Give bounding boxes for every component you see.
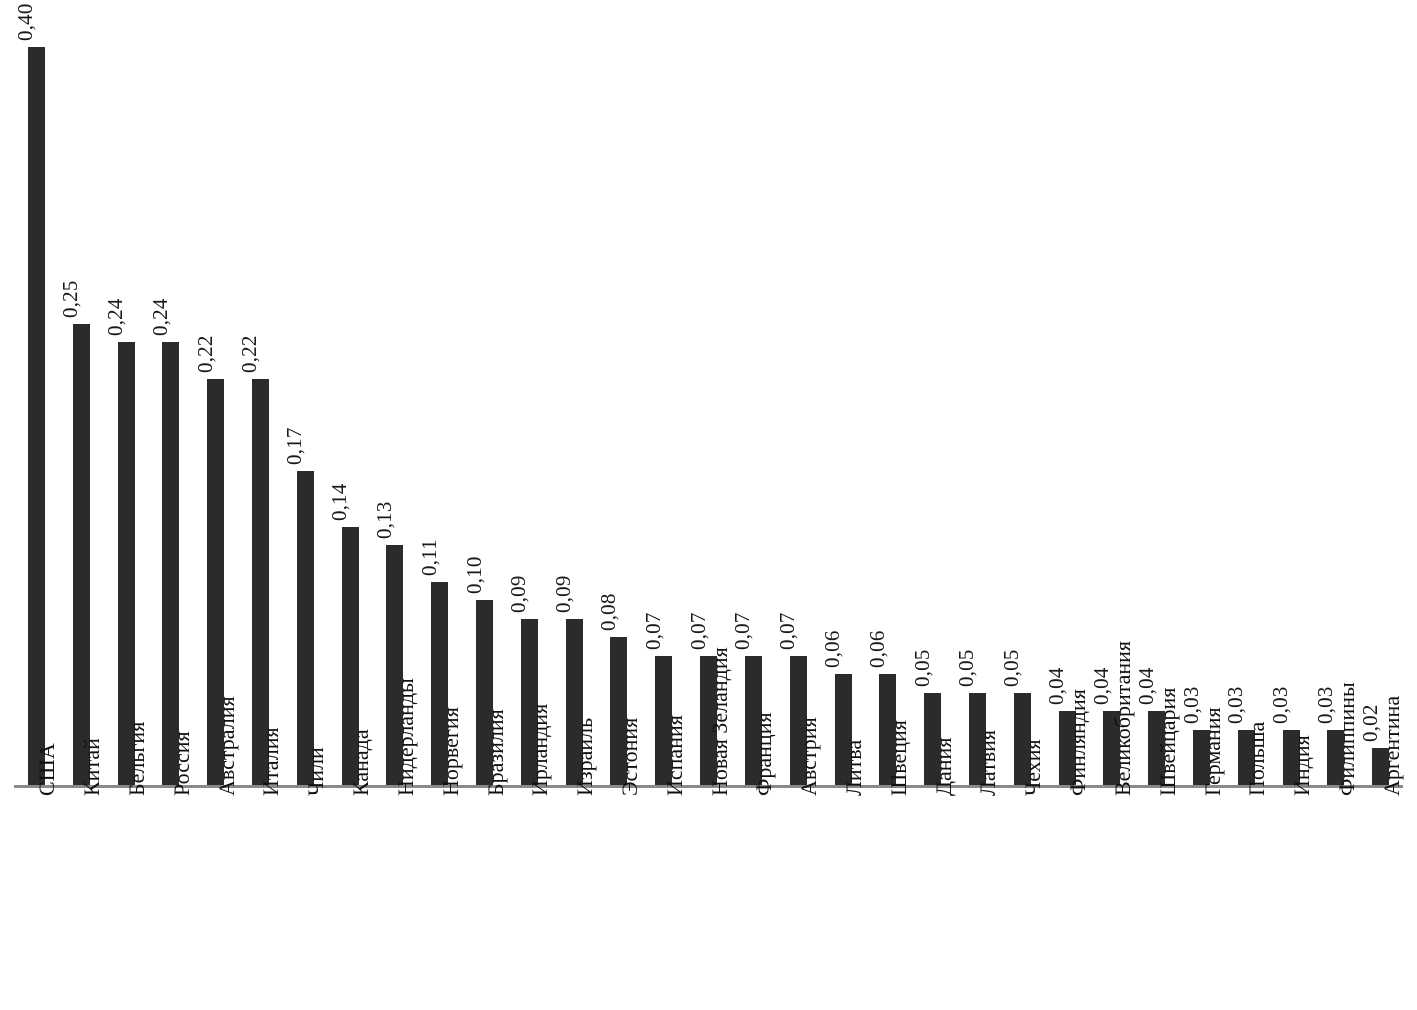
bar-slot [910,10,955,785]
bar-slot [1224,10,1269,785]
bar-slot [328,10,373,785]
x-label-slot [1269,735,1315,1005]
x-axis-tick-label: Бельгия [124,721,150,796]
x-label-slot [14,743,60,1005]
x-axis-tick-label: Эстония [616,717,642,796]
bar-slot [148,10,193,785]
x-axis-tick-label: Израиль [572,717,598,796]
bar-slot [1134,10,1179,785]
bar-slot [462,10,507,785]
x-axis-tick-label: Чили [303,747,329,796]
bar-value-label: 0,22 [237,335,262,373]
bar-value-label: 0,03 [1312,686,1337,724]
bar-slot [104,10,149,785]
bar-slot [552,10,597,785]
x-axis-tick-label: Новая Зеландия [706,647,732,796]
bar-slot [776,10,821,785]
bar-value-label: 0,03 [1223,686,1248,724]
x-axis-tick-label: Норвегия [437,707,463,796]
x-label-slot [1224,721,1270,1005]
bar-slot [283,10,328,785]
bar-value-label: 0,07 [730,612,755,650]
bar-value-label: 0,09 [551,575,576,613]
x-label-slot [955,729,1001,1005]
x-label-slot [686,647,732,1005]
x-label-slot [462,709,508,1005]
bar-slot [373,10,418,785]
bar [252,379,269,785]
bar [73,324,90,785]
x-axis-tick-label: Испания [661,715,687,796]
x-axis-tick-label: Латвия [975,729,1001,796]
bar-value-label: 0,40 [13,3,38,41]
x-label-slot [821,739,867,1005]
x-axis-tick-label: Китай [79,738,105,796]
x-axis-tick-label: Австрия [796,717,822,796]
x-label-slot [597,717,642,1005]
bar-value-label: 0,13 [371,501,396,539]
bar-slot [238,10,283,785]
bar-value-label: 0,24 [147,298,172,336]
bar [162,342,179,785]
bar-slot [1269,10,1314,785]
bar-value-label: 0,03 [1268,686,1293,724]
bar-value-label: 0,22 [192,335,217,373]
x-axis-tick-label: Франция [751,712,777,796]
bar-slot [417,10,462,785]
x-label-slot [417,707,463,1005]
bar-value-label: 0,03 [1178,686,1203,724]
x-label-slot [193,696,239,1005]
x-axis-tick-label: Финляндия [1065,689,1091,796]
bar-slot [1358,10,1403,785]
x-axis-tick-label: Бразилия [482,709,508,796]
x-axis-tick-label: Канада [348,729,374,796]
bar-value-label: 0,05 [954,649,979,687]
x-label-slot [283,747,329,1005]
x-label-slot [373,678,418,1005]
bar-value-label: 0,04 [1088,667,1113,705]
x-axis-tick-label: Швеция [885,720,911,796]
bar-value-label: 0,07 [685,612,710,650]
x-axis-tick-label: Ирландия [527,703,553,796]
x-label-slot [776,717,822,1005]
bar-value-label: 0,14 [327,483,352,521]
bar-value-label: 0,10 [461,556,486,594]
bar-value-label: 0,25 [58,280,83,318]
bar-value-label: 0,09 [506,575,531,613]
x-label-slot [238,727,284,1005]
x-axis-tick-label: Дания [930,737,956,796]
bar-slot [1045,10,1090,785]
x-axis-tick-label: Австралия [213,696,239,796]
bar-slot [821,10,866,785]
bar-slot [1179,10,1224,785]
bar-value-label: 0,17 [282,427,307,465]
x-axis-tick-label: Великобритания [1109,640,1135,796]
bar-value-label: 0,06 [864,630,889,668]
bar-value-label: 0,08 [595,593,620,631]
x-axis-tick-label: Аргентина [1378,695,1404,796]
x-label-slot [59,738,105,1005]
bar-slot [507,10,552,785]
x-axis-tick-label: Швейцария [1154,687,1180,796]
x-axis-tick-label: Польша [1244,721,1270,796]
x-label-slot [1179,707,1225,1005]
x-axis-tick-label: Литва [841,739,867,796]
bar-value-label: 0,06 [820,630,845,668]
bar-slot [13,3,59,785]
x-label-slot [865,720,911,1005]
x-axis-tick-label: Чехия [1020,739,1046,796]
bar-value-label: 0,05 [909,649,934,687]
bar-slot [597,10,642,785]
x-label-slot [148,731,194,1005]
x-label-slot [1000,739,1046,1005]
bar-value-label: 0,07 [775,612,800,650]
bar-value-label: 0,05 [999,649,1024,687]
bar [297,471,314,785]
bar-slot [193,10,238,785]
bar-value-label: 0,11 [416,539,441,576]
x-axis-tick-label: Россия [168,731,194,796]
x-label-slot [641,715,687,1005]
x-axis-tick-label: Германия [1199,707,1225,796]
bar [28,47,45,785]
bar-slot [731,10,776,785]
x-label-slot [552,717,598,1005]
x-label-slot [731,712,777,1005]
bar [118,342,135,785]
bar-value-label: 0,07 [640,612,665,650]
bar-value-label: 0,24 [103,298,128,336]
x-axis-tick-label: Италия [258,727,284,796]
x-label-slot [1134,687,1180,1005]
x-label-slot [104,721,150,1005]
bar-slot [1000,10,1045,785]
x-label-slot [910,737,956,1005]
x-label-slot [328,729,374,1005]
x-axis-tick-label: Индия [1289,735,1315,796]
bar-slot [955,10,1000,785]
x-axis-tick-label: Филиппины [1333,682,1359,796]
x-label-slot [1045,689,1091,1005]
bar-slot [59,10,104,785]
x-axis-tick-label: Нидерланды [392,678,418,796]
bar-slot [1314,10,1359,785]
x-axis-tick-label: США [34,743,60,796]
bar-slot [865,10,910,785]
bar-value-label: 0,02 [1357,704,1382,742]
bar-value-label: 0,04 [1044,667,1069,705]
x-label-slot [507,703,553,1005]
bar-value-label: 0,04 [1133,667,1158,705]
bar-slot [641,10,686,785]
